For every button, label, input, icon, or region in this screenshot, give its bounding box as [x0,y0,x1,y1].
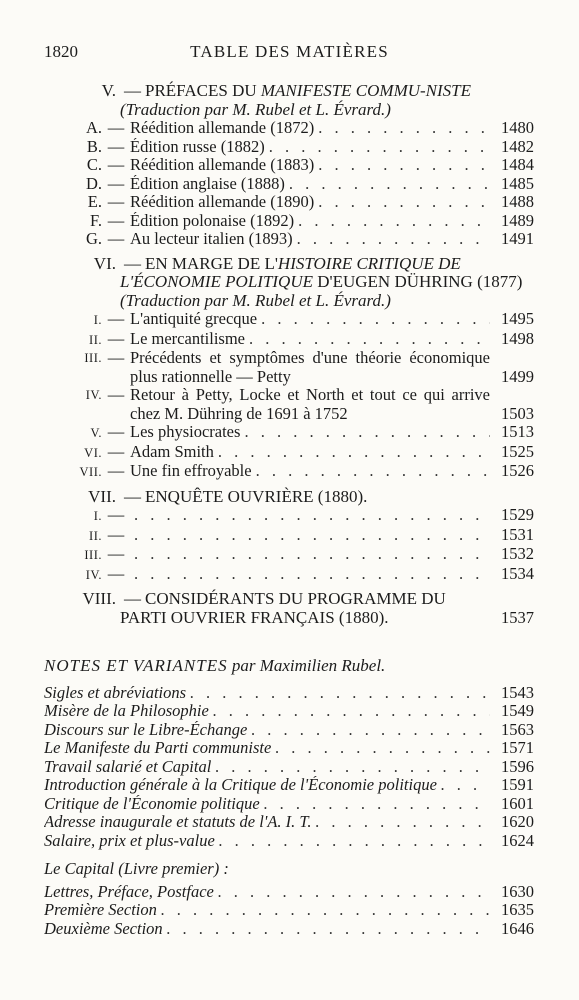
entry-text: Discours sur le Libre-Échange [44,720,248,739]
em-dash: — [107,229,125,248]
em-dash: — [107,328,125,348]
entry-page: 1499 [501,366,534,386]
entry-page: 1630 [501,881,534,901]
section-title [116,590,490,627]
entry-page: 1563 [501,719,534,739]
entry-number: II. [89,332,102,347]
section-heading [44,488,534,507]
entry-page: 1485 [501,173,534,193]
em-dash: — [107,385,125,404]
spacer [44,676,534,684]
em-dash: — [107,524,125,544]
entry-text: Le Manifeste du Parti communiste [44,739,272,757]
entry-text: Édition polonaise (1892) [130,211,295,230]
toc-entry [44,526,534,546]
entry-label [130,230,490,249]
section-title-part: ENQUÊTE OUVRIÈRE (1880). [145,486,368,506]
section-title [116,488,534,507]
section-title [116,255,534,311]
entry-text: Réédition allemande (1872) [130,119,315,137]
section-heading [44,82,534,119]
entry-number: III. [84,351,102,365]
entry-label [44,813,490,832]
toc-entry [44,175,534,194]
entry-label [130,545,490,564]
entry-label [130,330,490,349]
entry-number: C. [86,155,102,174]
entry-number: I. [93,313,102,327]
entry-number: E. [87,192,102,211]
em-dash: — [107,348,125,367]
entry-page: 1601 [501,793,534,813]
entry-label [130,443,490,462]
toc-entry [44,506,534,526]
entry-label [44,832,490,851]
entry-page: 1549 [501,701,534,720]
entry-label [130,506,490,525]
entry-label [130,212,490,231]
leader-dots [260,795,490,814]
section-number: VIII. [82,589,116,608]
entry-number: VII. [79,465,102,479]
leader-dots [186,684,490,703]
notes-entry [44,739,534,758]
entry-text: Lettres, Préface, Postface [44,882,214,901]
notes-entry [44,702,534,721]
entry-number: IV. [85,388,102,402]
section-title-part: MANIFESTE COMMU-NISTE [260,81,472,100]
entry-label [44,739,490,758]
leader-dots [214,443,490,462]
toc-entry [44,156,534,175]
entry-page: 1526 [501,461,534,480]
leader-dots [252,462,490,481]
section-title-part: PRÉFACES DU [145,81,261,100]
entry-label [130,310,490,329]
entry-page: 1596 [501,756,534,776]
entry-text: Une fin effroyable [130,462,252,480]
entry-text: Adam Smith [130,442,214,461]
entry-page: 1489 [501,210,534,230]
entry-label [44,684,490,703]
toc-entry [44,230,534,249]
toc-entry [44,565,534,585]
entry-page: 1543 [501,682,534,702]
leader-dots [271,739,490,758]
em-dash: — [124,486,141,506]
notes-entry [44,832,534,851]
entry-text: Critique de l'Économie politique [44,794,260,813]
toc-entry [44,545,534,565]
entry-number: III. [84,548,102,562]
page-number: 1820 [44,42,78,61]
leader-dots [314,193,490,212]
leader-dots [215,832,490,851]
em-dash: — [107,192,125,211]
notes-entry [44,758,534,777]
entry-text: Salaire, prix et plus-value [44,831,215,850]
entry-label [44,702,490,721]
entry-text: Réédition allemande (1890) [130,193,315,211]
entry-text: Édition anglaise (1888) [130,174,285,193]
leader-dots [245,330,490,349]
entry-label [44,721,490,740]
entry-label [130,175,490,194]
page-header [44,42,535,64]
table-of-contents [44,82,534,938]
entry-label [44,776,490,795]
entry-text: Sigles et abréviations [44,683,187,702]
em-dash: — [124,253,141,273]
leader-dots [211,758,490,777]
leader-dots [257,310,490,329]
entry-page: 1513 [501,422,534,441]
section-title-part: (Traduction par M. Rubel et L. Évrard.) [120,290,391,310]
section-number: V. [101,81,116,100]
entry-text: Deuxième Section [44,919,163,938]
section-number: VI. [93,253,116,273]
entry-number: II. [89,528,102,543]
entry-page: 1498 [501,328,534,348]
entry-label [44,795,490,814]
toc-entry [44,386,534,423]
leader-dots [130,545,490,564]
entry-number: B. [86,136,102,156]
leader-dots [240,423,490,442]
entry-text: Première Section [44,901,157,919]
leader-dots [285,175,490,194]
toc-entry [44,423,534,443]
toc-entry [44,119,534,138]
entry-label [44,883,490,902]
leader-dots [130,565,490,584]
notes-entry [44,883,534,902]
entry-text: Adresse inaugurale et statuts de l'A. I. T. [44,813,312,831]
running-title: TABLE DES MATIÈRES [190,42,389,61]
entry-page: 1484 [501,155,534,174]
toc-entry [44,349,534,386]
entry-number: IV. [85,567,102,582]
toc-entry [44,330,534,350]
entry-label [44,758,490,777]
entry-text: Édition russe (1882) [130,137,265,156]
entry-label [130,119,490,138]
notes-entry [44,776,534,795]
section-title [116,82,534,119]
em-dash: — [107,441,125,461]
toc-entry [44,138,534,157]
leader-dots [157,901,490,920]
entry-number: D. [85,173,102,193]
section-title-part: EN MARGE DE L' [145,253,278,273]
entry-page: 1620 [501,812,534,831]
entry-page: 1532 [501,544,534,563]
entry-page: 1591 [501,775,534,794]
notes-subheading: Le Capital (Livre premier) : [44,859,229,878]
entry-text: Misère de la Philosophie [44,702,209,720]
leader-dots [312,813,490,832]
notes-title: NOTES ET VARIANTES [44,656,228,675]
entry-page: 1525 [501,441,534,461]
entry-number: G. [85,229,102,248]
entry-page: 1571 [501,738,534,757]
notes-entry [44,901,534,920]
entry-number: V. [90,426,102,440]
em-dash: — [124,81,141,100]
leader-dots [294,212,490,231]
section-title-part: (Traduction par M. Rubel et L. Évrard.) [120,99,391,119]
notes-entry [44,813,534,832]
entry-label [130,423,490,442]
entry-text: Précédents et symptômes d'une théorie économique plus rationnelle — Petty [130,348,490,386]
entry-text: Le mercantilisme [130,329,245,348]
entry-page: 1624 [501,830,534,850]
entry-label [130,138,490,157]
em-dash: — [107,461,125,480]
em-dash: — [107,422,125,441]
em-dash: — [107,118,125,137]
leader-dots [265,138,490,157]
leader-dots [247,721,490,740]
em-dash: — [107,210,125,230]
em-dash: — [107,505,125,524]
section-heading [44,590,534,627]
entry-page: 1534 [501,563,534,583]
leader-dots [293,230,490,249]
leader-dots [314,156,490,175]
leader-dots [437,776,490,795]
toc-entry [44,443,534,463]
em-dash: — [107,544,125,563]
toc-entry [44,462,534,482]
entry-page: 1491 [501,229,534,248]
notes-heading [44,657,534,676]
em-dash: — [124,589,141,608]
leader-dots [163,920,490,939]
entry-page: 1488 [501,192,534,211]
entry-number: I. [93,509,102,523]
entry-page: 1635 [501,900,534,919]
entry-page: 1503 [501,403,534,423]
entry-label [130,193,490,212]
entry-label [130,526,490,545]
section-page: 1537 [501,607,534,627]
notes-entry [44,684,534,703]
notes-entry [44,721,534,740]
entry-page: 1531 [501,524,534,544]
entry-text: L'antiquité grecque [130,310,258,328]
notes-author: par Maximilien Rubel. [231,656,386,675]
entry-label [130,565,490,584]
entry-number: VI. [84,445,102,460]
entry-text: Retour à Petty, Locke et North et tout ce qui arrive chez M. Dühring de 1691 à 1752 [130,385,490,423]
leader-dots [314,119,490,138]
leader-dots [130,526,490,545]
toc-entry [44,212,534,231]
entry-label [44,901,490,920]
entry-label [130,156,490,175]
entry-text: Travail salarié et Capital [44,757,212,776]
notes-entry [44,795,534,814]
entry-text: Les physiocrates [130,423,241,441]
section-heading [44,255,534,311]
em-dash: — [107,136,125,156]
entry-label [44,920,490,939]
toc-entry [44,193,534,212]
notes-entry [44,920,534,939]
em-dash: — [107,309,125,328]
em-dash: — [107,563,125,583]
entry-page: 1646 [501,918,534,938]
entry-label [130,462,490,481]
entry-page: 1482 [501,136,534,156]
section-number: VII. [88,486,116,506]
toc-entry [44,310,534,330]
entry-text: Réédition allemande (1883) [130,156,315,174]
entry-number: F. [90,210,102,230]
entry-page: 1529 [501,505,534,524]
entry-page: 1480 [501,118,534,137]
section-title-part: CONSIDÉRANTS DU PROGRAMME DU PARTI OUVRIER FRANÇAIS (1880). [120,589,446,627]
entry-text: Au lecteur italien (1893) [130,230,293,248]
em-dash: — [107,173,125,193]
leader-dots [209,702,490,721]
leader-dots [214,883,490,902]
entry-page: 1495 [501,309,534,328]
section-title-part: D'EUGEN DÜHRING (1877) [313,272,523,291]
entry-number: A. [85,118,102,137]
em-dash: — [107,155,125,174]
section-title-part: HISTOIRE CRITIQUE DE L'ÉCONOMIE POLITIQUE [120,253,461,291]
leader-dots [130,506,490,525]
entry-text: Introduction générale à la Critique de l'Économie politique [44,776,437,794]
